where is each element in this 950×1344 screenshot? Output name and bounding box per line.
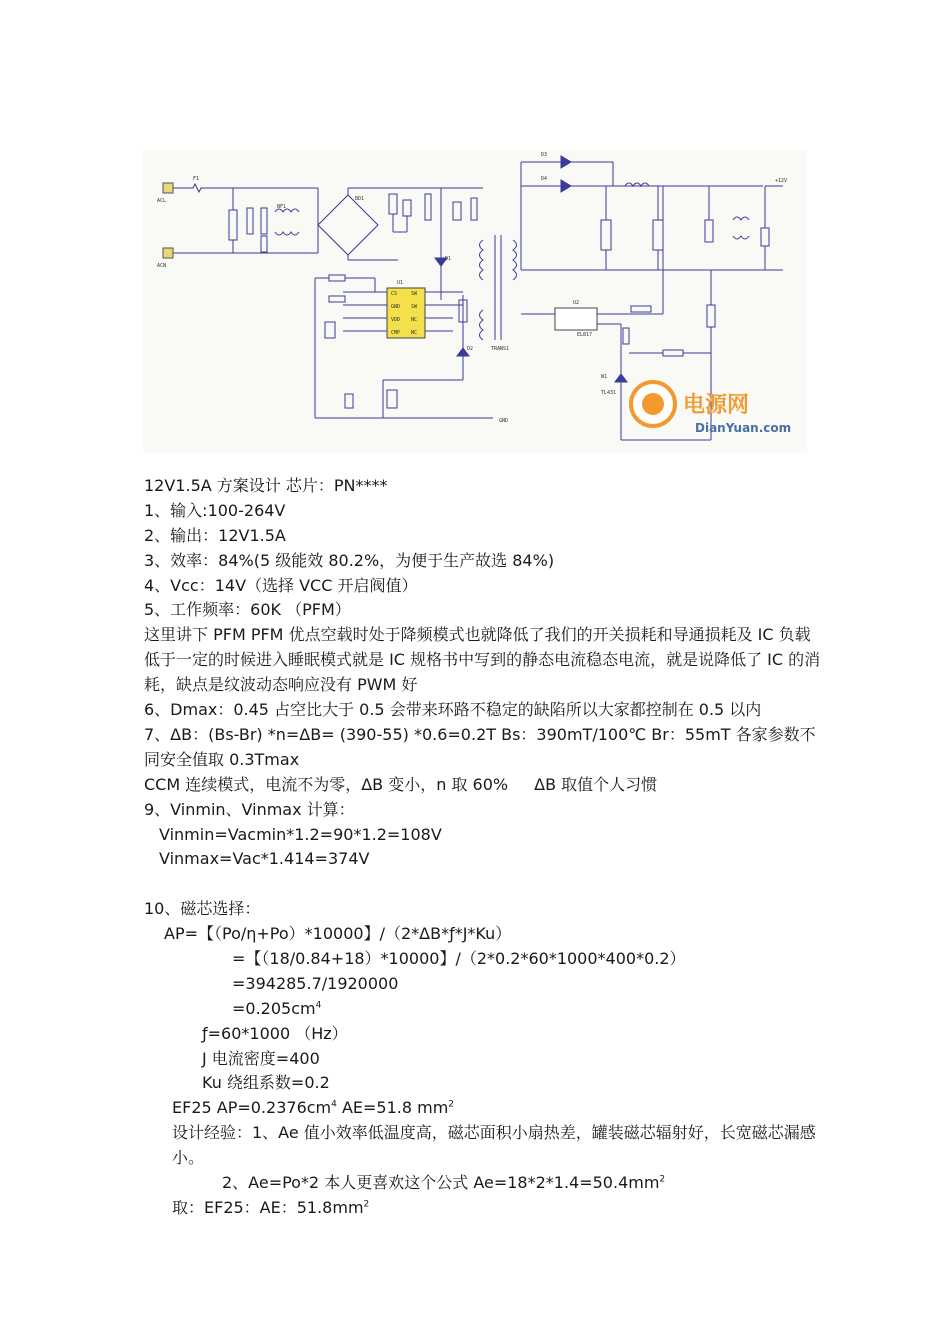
- circuit-schematic: [143, 150, 807, 453]
- ef25-ap: EF25 AP=0.2376cm: [172, 1098, 332, 1118]
- ap-result-value: =0.205cm: [232, 998, 316, 1018]
- ef25-ap-exponent: 4: [331, 1100, 337, 1111]
- label-u1: U1: [397, 280, 404, 286]
- vinmin-formula: Vinmin=Vacmin*1.2=90*1.2=108V: [159, 824, 442, 844]
- label-nf1: NF1: [277, 204, 287, 210]
- title-line: 12V1.5A 方案设计 芯片：PN****: [144, 476, 388, 495]
- pin-nc2: NC: [411, 330, 418, 336]
- label-d1: D1: [445, 256, 452, 262]
- ac-connector-l: [163, 183, 173, 193]
- watermark-cn: 电源网: [683, 393, 750, 418]
- pin-nc1: NC: [411, 317, 418, 323]
- design-notes: [144, 474, 824, 1221]
- current-density: J 电流密度=400: [202, 1048, 320, 1068]
- spec-input: 1、输入:100-264V: [144, 500, 286, 520]
- resistor-r5: [329, 275, 345, 281]
- resistor-r6: [329, 296, 345, 302]
- cap-c11: [325, 322, 335, 338]
- spec-output: 2、输出：12V1.5A: [144, 525, 286, 545]
- winding-factor: Ku 绕组系数=0.2: [202, 1073, 330, 1093]
- ccm-line: [144, 773, 824, 798]
- resistor-r14: [623, 328, 629, 344]
- watermark-en: DianYuan.com: [695, 421, 792, 435]
- pin-gnd: GND: [391, 304, 401, 310]
- label-d4: D4: [541, 176, 548, 182]
- ae-formula-exponent: 2: [659, 1174, 666, 1185]
- ap-substitution: =【（18/0.84+18）*10000】/（2*0.2*60*1000*400*0.2）: [232, 949, 686, 968]
- label-transformer: TRANS1: [491, 346, 510, 352]
- label-d3: D3: [541, 152, 548, 158]
- design-experience: 设计经验：1、Ae 值小效率低温度高，磁芯面积小扇热差，罐装磁芯辐射好，长宽磁芯漏感小。: [172, 1123, 816, 1168]
- label-d2: D2: [467, 346, 474, 352]
- output-cap-y: [761, 228, 769, 246]
- resistor-r1b: [261, 236, 267, 252]
- label-acl: ACL: [157, 198, 167, 204]
- tl431-shunt: [615, 374, 627, 382]
- resistor-r13: [663, 350, 683, 356]
- label-f1: F1: [193, 176, 200, 182]
- vcc-cap: [387, 390, 397, 408]
- delta-b-paragraph: 7、ΔB：(Bs-Br) *n=ΔB= (390-55) *0.6=0.2T Bs：390mT/100℃ Br：55mT 各家参数不同安全值取 0.3Tmax: [144, 724, 816, 769]
- label-acn: ACN: [157, 263, 167, 269]
- resistor-r1a: [261, 208, 267, 234]
- output-cap-2: [653, 220, 663, 250]
- ap-result: [144, 997, 824, 1022]
- pin-cs: CS: [391, 291, 398, 297]
- ae-formula: [144, 1171, 824, 1196]
- resistor-r8: [707, 305, 715, 327]
- pin-sw1: SW: [411, 291, 418, 297]
- ccm-text: CCM 连续模式，电流不为零，ΔB 变小，n 取 60%: [144, 774, 509, 794]
- core-heading: 10、磁芯选择：: [144, 899, 261, 919]
- ac-connector-n: [163, 248, 173, 258]
- delta-b-habit: ΔB 取值个人习惯: [534, 774, 658, 794]
- ap-result-exponent: 4: [315, 1000, 322, 1011]
- spec-vcc: 4、Vcc：14V（选择 VCC 开启阀值）: [144, 575, 418, 595]
- bridge-rectifier: [318, 195, 378, 255]
- snubber-c: [453, 202, 461, 220]
- pin-cmp: CMP: [391, 330, 401, 336]
- ef25-ae: AE=51.8 mm: [336, 1098, 449, 1118]
- label-w1: W1: [601, 374, 608, 380]
- resistor-r10: [631, 306, 651, 312]
- transformer-primary: [480, 240, 484, 280]
- ae-formula-text: 2、Ae=Po*2 本人更喜欢这个公式 Ae=18*2*1.4=50.4mm: [222, 1173, 660, 1193]
- freq-value: ƒ=60*1000 （Hz）: [202, 1023, 348, 1043]
- label-tl431: TL431: [601, 390, 617, 396]
- transformer-aux: [480, 310, 484, 340]
- cap-x1: [247, 208, 253, 234]
- bulk-cap-2: [403, 200, 411, 216]
- label-gnd: GND: [499, 418, 509, 424]
- label-out-plus: +12V: [775, 178, 788, 184]
- spec-efficiency: 3、效率：84%(5 级能效 80.2%，为便于生产故选 84%): [144, 550, 555, 570]
- vin-heading: 9、Vinmin、Vinmax 计算：: [144, 799, 355, 819]
- pfm-paragraph: 这里讲下 PFM PFM 优点空载时处于降频模式也就降低了我们的开关损耗和导通损耗及 IC 负载低于一定的时候进入睡眠模式就是 IC 规格书中写到的静态电流稳态电流，就是说降低了 IC 的消耗，缺点是纹波动态响应没有 PWM 好: [144, 625, 821, 695]
- label-el817: EL817: [577, 332, 593, 338]
- output-cap-1: [601, 220, 611, 250]
- output-resistor: [705, 220, 713, 242]
- bulk-cap-1: [389, 194, 397, 214]
- core-choice-exponent: 2: [363, 1199, 370, 1210]
- snubber-r2: [471, 198, 477, 220]
- spec-dmax: 6、Dmax：0.45 占空比大于 0.5 会带来环路不稳定的缺陷所以大家都控制在 0.5 以内: [144, 700, 762, 720]
- ap-formula: AP=【（Po/η+Po）*10000】/（2*ΔB*ƒ*J*Ku）: [164, 924, 512, 944]
- schematic-diagram: [143, 150, 807, 453]
- pin-sw2: SW: [411, 304, 418, 310]
- ap-fraction: =394285.7/1920000: [232, 973, 399, 993]
- snubber-r: [425, 194, 431, 220]
- cap-c7: [345, 394, 353, 408]
- optocoupler-u2: [555, 308, 597, 330]
- transformer-secondary: [513, 240, 517, 280]
- pin-vdd: VDD: [391, 317, 401, 323]
- core-choice-text: 取：EF25：AE：51.8mm: [172, 1197, 364, 1217]
- varistor: [229, 210, 237, 240]
- spec-frequency: 5、工作频率：60K （PFM）: [144, 600, 351, 620]
- label-u2: U2: [573, 300, 580, 306]
- core-choice: [144, 1196, 824, 1221]
- vinmax-formula: Vinmax=Vac*1.414=374V: [159, 849, 370, 869]
- ef25-ae-exponent: 2: [448, 1100, 455, 1111]
- ef25-spec: [144, 1096, 824, 1121]
- label-bd1: BD1: [355, 196, 365, 202]
